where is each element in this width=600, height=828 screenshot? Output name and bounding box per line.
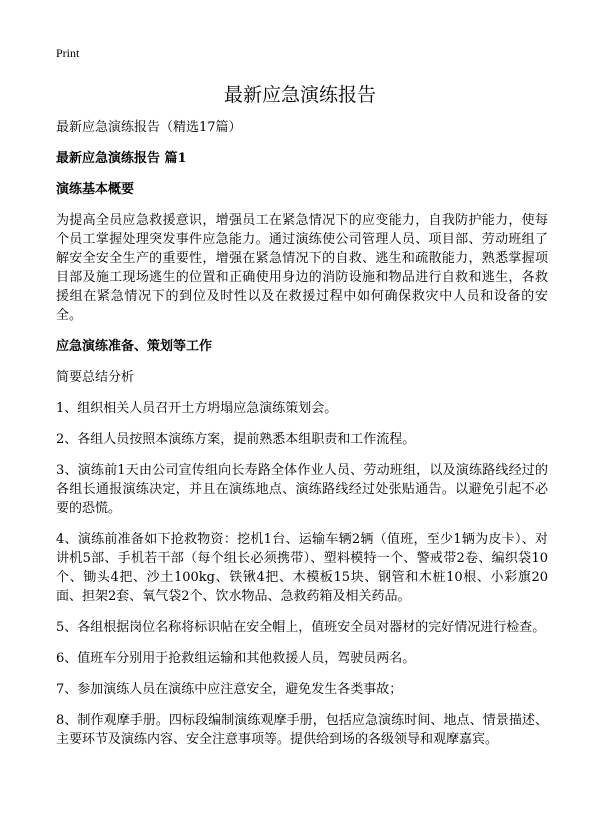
overview-heading: 演练基本概要 bbox=[56, 182, 135, 197]
list-item: 3、演练前1天由公司宣传组向长寿路全体作业人员、劳动班组，以及演练路线经过的各组长通报演练决定，并且在演练地点、演练路线经过处张贴通告。以避免引起不必要的恐慌。 bbox=[56, 463, 548, 516]
print-label: Print bbox=[56, 46, 80, 60]
document-subtitle: 最新应急演练报告（精选17篇） bbox=[56, 120, 242, 135]
list-item: 8、制作观摩手册。四标段编制演练观摩手册，包括应急演练时间、地点、情景描述、主要环节及演练内容、安全注意事项等。提供给到场的各级领导和观摩嘉宾。 bbox=[56, 713, 548, 747]
document-title: 最新应急演练报告 bbox=[223, 84, 376, 106]
list-item: 7、参加演练人员在演练中应注意安全，避免发生各类事故； bbox=[56, 682, 403, 697]
prep-heading: 应急演练准备、策划等工作 bbox=[56, 339, 213, 354]
document-body bbox=[56, 118, 548, 761]
list-item: 2、各组人员按照本演练方案，提前熟悉本组职责和工作流程。 bbox=[56, 432, 416, 447]
list-item: 1、组织相关人员召开土方坍塌应急演练策划会。 bbox=[56, 401, 338, 416]
list-item: 5、各组根据岗位名称将标识帖在安全帽上，值班安全员对器材的完好情况进行检查。 bbox=[56, 620, 546, 635]
overview-paragraph: 为提高全员应急救援意识，增强员工在紧急情况下的应变能力，自我防护能力，使每个员工掌握处理突发事件应急能力。通过演练使公司管理人员、项目部、劳动班组了解安全安全生产的重要性，增强在紧急情况下的自救、逃生和疏散能力，熟悉掌握项目部及施工现场逃生的位置和正确使用身边的消防设施和物品进行自救和逃生，各救援组在紧急情况下的到位及时性以及在救援过程中如何确保救灾中人员和设备的安全。 bbox=[56, 213, 548, 323]
list-item: 6、值班车分别用于抢救组运输和其他救援人员，驾驶员两名。 bbox=[56, 651, 416, 666]
list-item: 4、演练前准备如下抢救物资：挖机1台、运输车辆2辆（值班，至少1辆为皮卡）、对讲机5部、手机若干部（每个组长必须携带）、塑料模特一个、警戒带2卷、编织袋10个、锄头4把、沙土100kg、铁锹4把、木模板15块、钢管和木桩10根、小彩旗20面、担架2套、氧气袋2个、饮水物品、急救药箱及相关药品。 bbox=[56, 532, 548, 604]
summary-label: 简要总结分析 bbox=[56, 370, 135, 385]
article-heading: 最新应急演练报告 篇1 bbox=[56, 151, 187, 166]
